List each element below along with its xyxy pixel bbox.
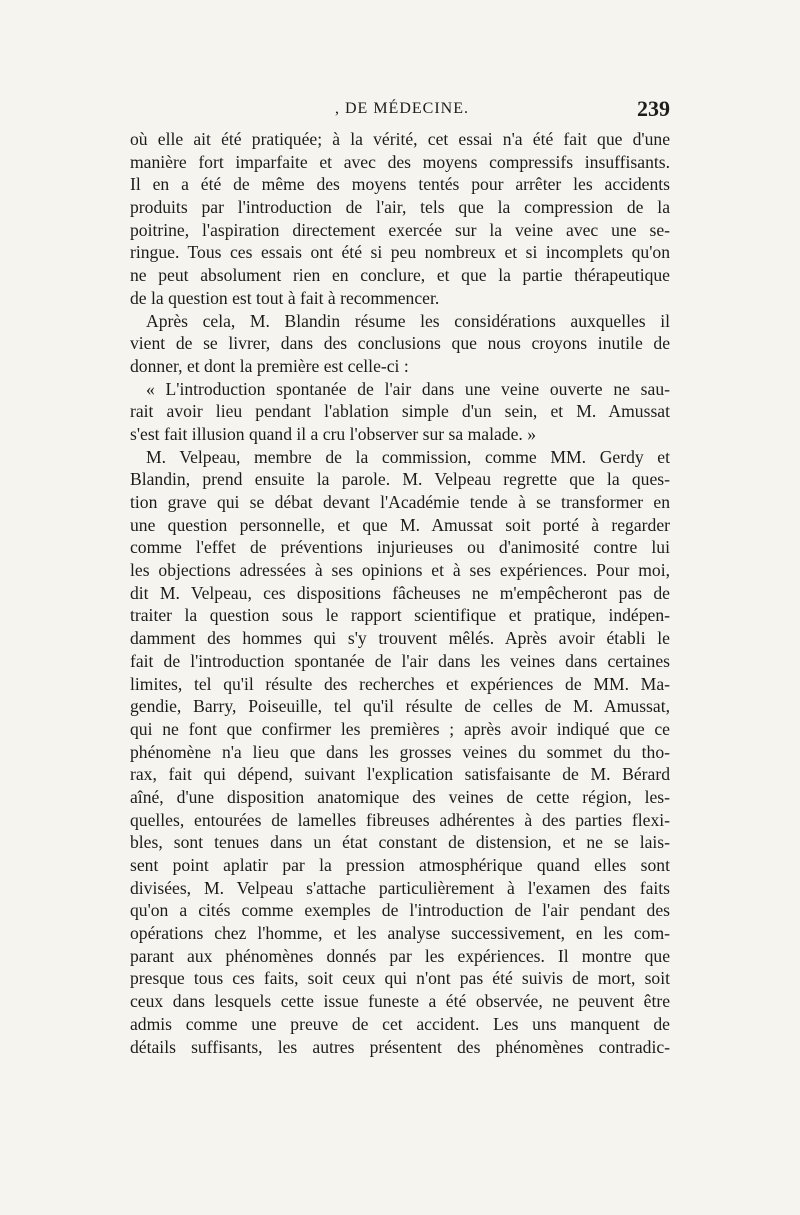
text-line: Il en a été de même des moyens tentés pour arrêter les accidents (130, 174, 670, 195)
text-line: M. Velpeau, membre de la commission, comme MM. Gerdy et (146, 446, 670, 467)
text-line: ringue. Tous ces essais ont été si peu nombreux et si incomplets qu'on (130, 242, 670, 263)
text-line: dit M. Velpeau, ces dispositions fâcheuses ne m'empêcheront pas de (130, 582, 670, 603)
text-line: rait avoir lieu pendant l'ablation simple d'un sein, et M. Amussat (130, 401, 670, 422)
text-line: Après cela, M. Blandin résume les considérations auxquelles il (146, 310, 670, 331)
text-line: opérations chez l'homme, et les analyse successivement, en les com- (130, 923, 670, 944)
text-line: phénomène n'a lieu que dans les grosses veines du sommet du tho- (130, 741, 670, 762)
text-line: s'est fait illusion quand il a cru l'observer sur sa malade. » (130, 423, 537, 444)
page-header (130, 96, 670, 126)
text-line: donner, et dont la première est celle-ci : (130, 355, 409, 376)
text-line: où elle ait été pratiquée; à la vérité, cet essai n'a été fait que d'une (130, 129, 670, 149)
text-line: détails suffisants, les autres présentent des phénomènes contradic- (130, 1036, 670, 1057)
text-line: divisées, M. Velpeau s'attache particulièrement à l'examen des faits (130, 877, 670, 898)
text-line: « L'introduction spontanée de l'air dans une veine ouverte ne sau- (146, 378, 670, 399)
text-line: bles, sont tenues dans un état constant de distension, et ne se lais- (130, 832, 670, 853)
text-line: quelles, entourées de lamelles fibreuses adhérentes à des parties flexi- (130, 809, 670, 830)
text-line: manière fort imparfaite et avec des moyens compressifs insuffisants. (130, 151, 670, 172)
text-line: vient de se livrer, dans des conclusions que nous croyons inutile de (130, 333, 670, 354)
text-line: qu'on a cités comme exemples de l'introduction de l'air pendant des (130, 900, 670, 921)
page-body (130, 128, 670, 1058)
text-line: aîné, d'une disposition anatomique des veines de cette région, les- (130, 786, 670, 807)
text-line: gendie, Barry, Poiseuille, tel qu'il résulte de celles de M. Amussat, (130, 696, 670, 717)
text-line: damment des hommes qui s'y trouvent mêlés. Après avoir établi le (130, 628, 670, 649)
text-line: de la question est tout à fait à recommencer. (130, 287, 440, 308)
text-line: une question personnelle, et que M. Amussat soit porté à regarder (130, 514, 670, 535)
text-line: ceux dans lesquels cette issue funeste a été observée, ne peuvent être (130, 991, 670, 1012)
text-line: admis comme une preuve de cet accident. Les uns manquent de (130, 1013, 670, 1034)
text-line: tion grave qui se débat devant l'Académie tende à se transformer en (130, 492, 670, 512)
text-line: comme l'effet de préventions injurieuses ou d'animosité contre lui (130, 537, 670, 558)
text-line: sent point aplatir par la pression atmosphérique quand elles sont (130, 855, 670, 875)
text-line: presque tous ces faits, soit ceux qui n'ont pas été suivis de mort, soit (130, 968, 670, 989)
text-line: limites, tel qu'il résulte des recherches et expériences de MM. Ma- (130, 673, 670, 694)
text-line: rax, fait qui dépend, suivant l'explication satisfaisante de M. Bérard (130, 764, 670, 785)
text-line: ne peut absolument rien en conclure, et que la partie thérapeutique (130, 265, 670, 286)
text-line: parant aux phénomènes donnés par les expériences. Il montre que (130, 945, 670, 966)
text-line: fait de l'introduction spontanée de l'air dans les veines dans certaines (130, 650, 670, 671)
page-number: 239 (637, 96, 670, 121)
text-line: poitrine, l'aspiration directement exercée sur la veine avec une se- (130, 219, 670, 240)
text-line: produits par l'introduction de l'air, tels que la compression de la (130, 197, 670, 218)
running-title: , DE MÉDECINE. (335, 100, 469, 117)
text-line: Blandin, prend ensuite la parole. M. Velpeau regrette que la ques- (130, 469, 670, 490)
text-line: les objections adressées à ses opinions et à ses expériences. Pour moi, (130, 560, 670, 581)
text-line: traiter la question sous le rapport scientifique et pratique, indépen- (130, 605, 670, 626)
text-line: qui ne font que confirmer les premières ; après avoir indiqué que ce (130, 718, 670, 739)
